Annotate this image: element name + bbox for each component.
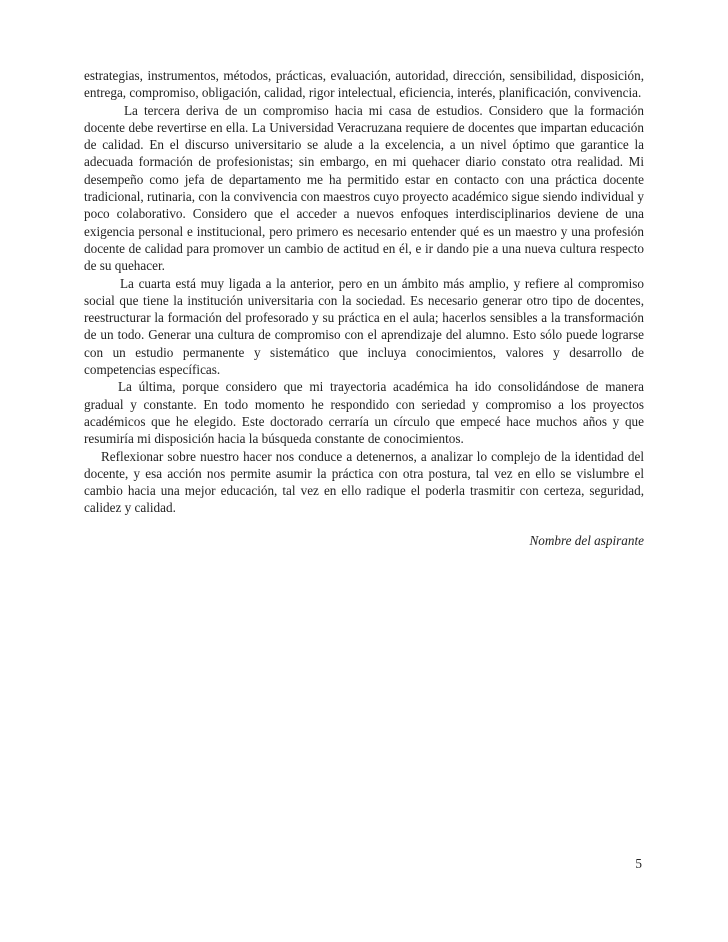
- signature-line: Nombre del aspirante: [529, 533, 644, 548]
- paragraph-tercera: La tercera deriva de un compromiso hacia mi casa de estudios. Considero que la formación docente debe revertirse en ella. La Universidad Veracruzana requiere de docentes que impartan educación de calidad. En el discurso universitario se alude a la excelencia, a un nivel óptimo que garantice la adecuada formación de profesionistas; sin embargo, en mi quehacer diario constato otra realidad. Mi desempeño como jefa de departamento me ha permitido estar en contacto con una práctica docente tradicional, rutinaria, con la convivencia con maestros cuyo proyecto académico sigue siendo individual y poco colaborativo. Considero que el acceder a nuevos enfoques interdisciplinarios deviene de una exigencia personal e institucional, pero primero es necesario entender qué es un maestro y una profesión docente de calidad para promover un cambio de actitud en él, e ir dando pie a una nueva cultura respecto de su quehacer.: [84, 102, 644, 274]
- paragraph-ultima: La última, porque considero que mi trayectoria académica ha ido consolidándose de manera gradual y constante. En todo momento he respondido con seriedad y compromiso a los proyectos académicos que he elegido. Este doctorado cerraría un círculo que empecé hace muchos años y que resumiría mi disposición hacia la búsqueda constante de conocimientos.: [84, 379, 644, 447]
- paragraph-reflexion: Reflexionar sobre nuestro hacer nos conduce a detenernos, a analizar lo complejo de la identidad del docente, y esa acción nos permite asumir la práctica con otra postura, tal vez en ello se vislumbre el cambio hacia una mejor educación, tal vez en ello radique el poderla trasmitir con certeza, seguridad, calidez y calidad.: [84, 448, 644, 516]
- page-number: 5: [635, 856, 642, 871]
- paragraph-continuation: estrategias, instrumentos, métodos, prácticas, evaluación, autoridad, dirección, sensibilidad, disposición, entrega, compromiso, obligación, calidad, rigor intelectual, eficiencia, interés, planificación, convivencia.: [84, 68, 644, 101]
- paragraph-cuarta: La cuarta está muy ligada a la anterior, pero en un ámbito más amplio, y refiere al compromiso social que tiene la institución universitaria con la sociedad. Es necesario generar otro tipo de docentes, reestructurar la formación del profesorado y su práctica en el aula; hacerlos sensibles a la transformación de un todo. Generar una cultura de compromiso con el aprendizaje del alumno. Esto sólo puede lograrse con un estudio permanente y sistemático que incluya conocimientos, valores y desarrollo de competencias específicas.: [84, 275, 644, 378]
- body-text: [84, 67, 644, 517]
